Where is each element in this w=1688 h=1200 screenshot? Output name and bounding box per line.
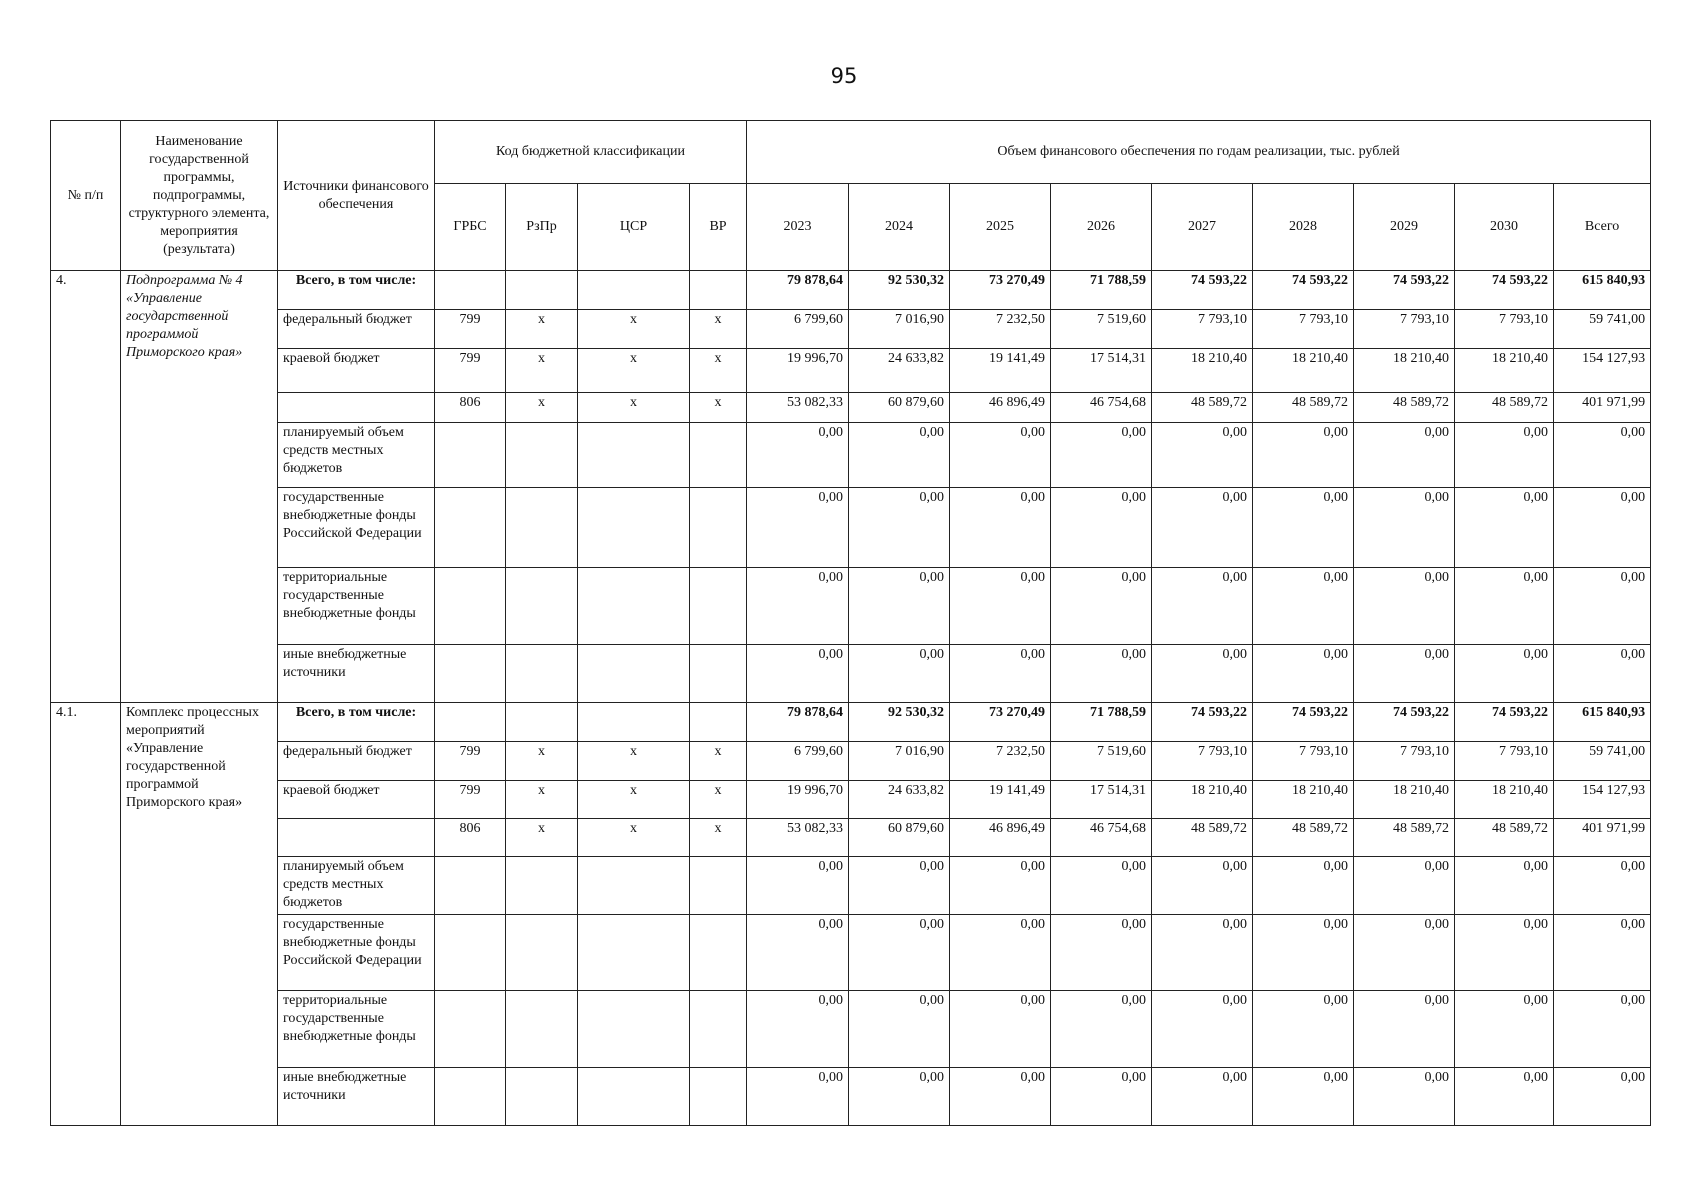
year-value: 0,00 [1051, 645, 1152, 703]
funding-source: федеральный бюджет [278, 742, 435, 781]
year-value: 0,00 [1051, 488, 1152, 568]
csr-code [578, 488, 690, 568]
rzpr-code [506, 991, 578, 1068]
year-value: 0,00 [1253, 645, 1354, 703]
funding-source: государственные внебюджетные фонды Российской Федерации [278, 488, 435, 568]
csr-code [578, 857, 690, 915]
year-value: 17 514,31 [1051, 781, 1152, 819]
table-row [51, 568, 1651, 645]
year-value: 0,00 [1455, 645, 1554, 703]
header-csr: ЦСР [578, 184, 690, 271]
year-value: 0,00 [1253, 991, 1354, 1068]
year-value: 48 589,72 [1152, 393, 1253, 423]
funding-source [278, 819, 435, 857]
year-value: 0,00 [950, 423, 1051, 488]
year-value: 0,00 [1354, 1068, 1455, 1126]
header-year: 2023 [747, 184, 849, 271]
total-value: 59 741,00 [1554, 742, 1651, 781]
header-year: 2026 [1051, 184, 1152, 271]
year-value: 0,00 [747, 915, 849, 991]
total-value: 0,00 [1554, 1068, 1651, 1126]
year-value: 0,00 [1455, 1068, 1554, 1126]
grbs-code: 806 [435, 819, 506, 857]
funding-source: федеральный бюджет [278, 310, 435, 349]
year-value: 6 799,60 [747, 742, 849, 781]
program-name: Подпрограмма № 4 «Управление государственной программой Приморского края» [121, 271, 278, 703]
year-value: 0,00 [950, 568, 1051, 645]
csr-code [578, 1068, 690, 1126]
table-row [51, 488, 1651, 568]
program-name: Комплекс процессных мероприятий «Управление государственной программой Приморского края» [121, 703, 278, 1126]
table-row [51, 393, 1651, 423]
total-value: 154 127,93 [1554, 349, 1651, 393]
year-value: 18 210,40 [1455, 781, 1554, 819]
year-value: 7 793,10 [1253, 742, 1354, 781]
year-value: 0,00 [1152, 423, 1253, 488]
header-year: 2024 [849, 184, 950, 271]
table-row [51, 857, 1651, 915]
row-number: 4. [51, 271, 121, 703]
year-value: 0,00 [950, 645, 1051, 703]
year-value: 0,00 [1152, 857, 1253, 915]
year-value: 0,00 [747, 568, 849, 645]
year-value: 48 589,72 [1354, 819, 1455, 857]
year-value: 7 793,10 [1253, 310, 1354, 349]
year-value: 0,00 [849, 857, 950, 915]
funding-source: планируемый объем средств местных бюджетов [278, 423, 435, 488]
year-value: 18 210,40 [1253, 781, 1354, 819]
year-value: 48 589,72 [1152, 819, 1253, 857]
year-value: 7 519,60 [1051, 310, 1152, 349]
year-value: 60 879,60 [849, 393, 950, 423]
rzpr-code: х [506, 781, 578, 819]
grbs-code: 799 [435, 310, 506, 349]
csr-code [578, 568, 690, 645]
vr-code [690, 991, 747, 1068]
table-row [51, 310, 1651, 349]
year-value: 0,00 [1253, 423, 1354, 488]
year-value: 7 232,50 [950, 742, 1051, 781]
vr-code [690, 645, 747, 703]
year-value: 0,00 [747, 1068, 849, 1126]
rzpr-code [506, 568, 578, 645]
year-value: 0,00 [1354, 645, 1455, 703]
csr-code [578, 991, 690, 1068]
table-row [51, 742, 1651, 781]
year-value: 17 514,31 [1051, 349, 1152, 393]
year-value: 48 589,72 [1253, 819, 1354, 857]
vr-code [690, 568, 747, 645]
total-value: 615 840,93 [1554, 703, 1651, 742]
year-value: 18 210,40 [1354, 781, 1455, 819]
header-year: 2030 [1455, 184, 1554, 271]
vr-code: х [690, 819, 747, 857]
year-value: 0,00 [747, 645, 849, 703]
vr-code [690, 488, 747, 568]
year-value: 7 793,10 [1152, 742, 1253, 781]
year-value: 7 793,10 [1455, 742, 1554, 781]
table-row [51, 423, 1651, 488]
vr-code [690, 1068, 747, 1126]
year-value: 92 530,32 [849, 271, 950, 310]
row-number: 4.1. [51, 703, 121, 1126]
total-value: 0,00 [1554, 915, 1651, 991]
year-value: 0,00 [1455, 568, 1554, 645]
year-value: 0,00 [1455, 915, 1554, 991]
table-row [51, 271, 1651, 310]
year-value: 0,00 [1152, 488, 1253, 568]
header-budget-code: Код бюджетной классификации [435, 121, 747, 184]
year-value: 0,00 [1051, 1068, 1152, 1126]
header-grbs: ГРБС [435, 184, 506, 271]
grbs-code [435, 857, 506, 915]
funding-source: территориальные государственные внебюджетные фонды [278, 991, 435, 1068]
vr-code: х [690, 349, 747, 393]
year-value: 24 633,82 [849, 349, 950, 393]
vr-code [690, 423, 747, 488]
grbs-code: 806 [435, 393, 506, 423]
year-value: 7 016,90 [849, 742, 950, 781]
year-value: 0,00 [1354, 991, 1455, 1068]
total-value: 59 741,00 [1554, 310, 1651, 349]
csr-code: х [578, 349, 690, 393]
vr-code [690, 915, 747, 991]
year-value: 7 793,10 [1455, 310, 1554, 349]
total-value: 0,00 [1554, 568, 1651, 645]
year-value: 74 593,22 [1253, 703, 1354, 742]
year-value: 53 082,33 [747, 393, 849, 423]
year-value: 48 589,72 [1455, 393, 1554, 423]
year-value: 0,00 [1354, 857, 1455, 915]
year-value: 7 232,50 [950, 310, 1051, 349]
year-value: 0,00 [1152, 645, 1253, 703]
year-value: 19 996,70 [747, 349, 849, 393]
year-value: 0,00 [1354, 423, 1455, 488]
year-value: 0,00 [849, 915, 950, 991]
total-value: 401 971,99 [1554, 393, 1651, 423]
total-value: 0,00 [1554, 857, 1651, 915]
year-value: 0,00 [1051, 991, 1152, 1068]
year-value: 73 270,49 [950, 703, 1051, 742]
rzpr-code [506, 423, 578, 488]
year-value: 0,00 [1354, 915, 1455, 991]
vr-code: х [690, 742, 747, 781]
table-row [51, 991, 1651, 1068]
rzpr-code: х [506, 393, 578, 423]
year-value: 71 788,59 [1051, 703, 1152, 742]
table-row [51, 645, 1651, 703]
funding-source: территориальные государственные внебюджетные фонды [278, 568, 435, 645]
year-value: 18 210,40 [1152, 349, 1253, 393]
csr-code [578, 645, 690, 703]
year-value: 0,00 [1354, 568, 1455, 645]
grbs-code: 799 [435, 781, 506, 819]
csr-code [578, 915, 690, 991]
year-value: 0,00 [849, 568, 950, 645]
year-value: 0,00 [849, 645, 950, 703]
header-vr: ВР [690, 184, 747, 271]
grbs-code [435, 645, 506, 703]
vr-code: х [690, 781, 747, 819]
rzpr-code: х [506, 310, 578, 349]
year-value: 74 593,22 [1253, 271, 1354, 310]
csr-code [578, 703, 690, 742]
year-value: 0,00 [849, 991, 950, 1068]
year-value: 79 878,64 [747, 703, 849, 742]
year-value: 0,00 [1051, 568, 1152, 645]
year-value: 48 589,72 [1455, 819, 1554, 857]
year-value: 0,00 [1253, 488, 1354, 568]
vr-code [690, 857, 747, 915]
grbs-code: 799 [435, 349, 506, 393]
year-value: 92 530,32 [849, 703, 950, 742]
year-value: 0,00 [849, 423, 950, 488]
header-year: 2028 [1253, 184, 1354, 271]
year-value: 18 210,40 [1253, 349, 1354, 393]
year-value: 7 793,10 [1354, 742, 1455, 781]
funding-source: Всего, в том числе: [278, 271, 435, 310]
header-year: Всего [1554, 184, 1651, 271]
vr-code: х [690, 393, 747, 423]
year-value: 0,00 [1253, 568, 1354, 645]
table-row [51, 781, 1651, 819]
year-value: 19 996,70 [747, 781, 849, 819]
year-value: 0,00 [1253, 857, 1354, 915]
funding-source: Всего, в том числе: [278, 703, 435, 742]
year-value: 74 593,22 [1455, 703, 1554, 742]
rzpr-code: х [506, 742, 578, 781]
grbs-code [435, 568, 506, 645]
csr-code: х [578, 781, 690, 819]
header-num: № п/п [51, 121, 121, 271]
year-value: 0,00 [747, 857, 849, 915]
rzpr-code [506, 857, 578, 915]
total-value: 0,00 [1554, 991, 1651, 1068]
grbs-code: 799 [435, 742, 506, 781]
header-year: 2027 [1152, 184, 1253, 271]
year-value: 73 270,49 [950, 271, 1051, 310]
year-value: 0,00 [950, 1068, 1051, 1126]
table-row [51, 819, 1651, 857]
grbs-code [435, 991, 506, 1068]
grbs-code [435, 423, 506, 488]
grbs-code [435, 915, 506, 991]
funding-source: иные внебюджетные источники [278, 645, 435, 703]
rzpr-code [506, 271, 578, 310]
financing-table [50, 120, 1651, 1126]
year-value: 0,00 [849, 488, 950, 568]
year-value: 0,00 [1051, 857, 1152, 915]
year-value: 0,00 [1354, 488, 1455, 568]
year-value: 74 593,22 [1354, 703, 1455, 742]
year-value: 7 793,10 [1152, 310, 1253, 349]
rzpr-code: х [506, 819, 578, 857]
rzpr-code [506, 488, 578, 568]
year-value: 48 589,72 [1253, 393, 1354, 423]
year-value: 0,00 [1051, 423, 1152, 488]
funding-source: планируемый объем средств местных бюджетов [278, 857, 435, 915]
year-value: 19 141,49 [950, 781, 1051, 819]
year-value: 46 896,49 [950, 819, 1051, 857]
total-value: 154 127,93 [1554, 781, 1651, 819]
year-value: 0,00 [1455, 488, 1554, 568]
year-value: 18 210,40 [1354, 349, 1455, 393]
grbs-code [435, 703, 506, 742]
year-value: 0,00 [1455, 857, 1554, 915]
csr-code: х [578, 742, 690, 781]
year-value: 0,00 [1152, 991, 1253, 1068]
year-value: 0,00 [747, 423, 849, 488]
header-volume: Объем финансового обеспечения по годам реализации, тыс. рублей [747, 121, 1651, 184]
year-value: 18 210,40 [1152, 781, 1253, 819]
page-number: 95 [830, 64, 858, 88]
funding-source: государственные внебюджетные фонды Российской Федерации [278, 915, 435, 991]
vr-code: х [690, 310, 747, 349]
funding-source: иные внебюджетные источники [278, 1068, 435, 1126]
header-name: Наименование государственной программы, подпрограммы, структурного элемента, мероприятия (результата) [121, 121, 278, 271]
year-value: 48 589,72 [1354, 393, 1455, 423]
year-value: 0,00 [747, 991, 849, 1068]
year-value: 0,00 [950, 488, 1051, 568]
header-year: 2029 [1354, 184, 1455, 271]
year-value: 0,00 [1253, 1068, 1354, 1126]
table-row [51, 1068, 1651, 1126]
csr-code: х [578, 393, 690, 423]
year-value: 53 082,33 [747, 819, 849, 857]
csr-code [578, 423, 690, 488]
grbs-code [435, 1068, 506, 1126]
year-value: 74 593,22 [1455, 271, 1554, 310]
header-source: Источники финансового обеспечения [278, 121, 435, 271]
rzpr-code [506, 645, 578, 703]
rzpr-code [506, 703, 578, 742]
year-value: 19 141,49 [950, 349, 1051, 393]
total-value: 615 840,93 [1554, 271, 1651, 310]
grbs-code [435, 271, 506, 310]
year-value: 7 519,60 [1051, 742, 1152, 781]
year-value: 0,00 [747, 488, 849, 568]
year-value: 7 016,90 [849, 310, 950, 349]
year-value: 71 788,59 [1051, 271, 1152, 310]
year-value: 0,00 [1253, 915, 1354, 991]
total-value: 0,00 [1554, 645, 1651, 703]
vr-code [690, 271, 747, 310]
year-value: 0,00 [950, 991, 1051, 1068]
year-value: 7 793,10 [1354, 310, 1455, 349]
csr-code: х [578, 310, 690, 349]
year-value: 24 633,82 [849, 781, 950, 819]
total-value: 0,00 [1554, 423, 1651, 488]
year-value: 18 210,40 [1455, 349, 1554, 393]
funding-source [278, 393, 435, 423]
year-value: 0,00 [1051, 915, 1152, 991]
rzpr-code: х [506, 349, 578, 393]
vr-code [690, 703, 747, 742]
year-value: 0,00 [1152, 568, 1253, 645]
table-row [51, 915, 1651, 991]
year-value: 74 593,22 [1152, 271, 1253, 310]
year-value: 0,00 [1455, 423, 1554, 488]
year-value: 60 879,60 [849, 819, 950, 857]
header-rzpr: РзПр [506, 184, 578, 271]
year-value: 46 754,68 [1051, 393, 1152, 423]
table-row [51, 349, 1651, 393]
year-value: 0,00 [950, 857, 1051, 915]
year-value: 0,00 [1152, 915, 1253, 991]
year-value: 79 878,64 [747, 271, 849, 310]
rzpr-code [506, 915, 578, 991]
total-value: 0,00 [1554, 488, 1651, 568]
year-value: 0,00 [1455, 991, 1554, 1068]
year-value: 6 799,60 [747, 310, 849, 349]
grbs-code [435, 488, 506, 568]
year-value: 46 896,49 [950, 393, 1051, 423]
year-value: 46 754,68 [1051, 819, 1152, 857]
year-value: 0,00 [950, 915, 1051, 991]
rzpr-code [506, 1068, 578, 1126]
header-year: 2025 [950, 184, 1051, 271]
year-value: 74 593,22 [1354, 271, 1455, 310]
funding-source: краевой бюджет [278, 781, 435, 819]
total-value: 401 971,99 [1554, 819, 1651, 857]
year-value: 0,00 [1152, 1068, 1253, 1126]
table-row [51, 703, 1651, 742]
year-value: 0,00 [849, 1068, 950, 1126]
funding-source: краевой бюджет [278, 349, 435, 393]
year-value: 74 593,22 [1152, 703, 1253, 742]
csr-code [578, 271, 690, 310]
csr-code: х [578, 819, 690, 857]
